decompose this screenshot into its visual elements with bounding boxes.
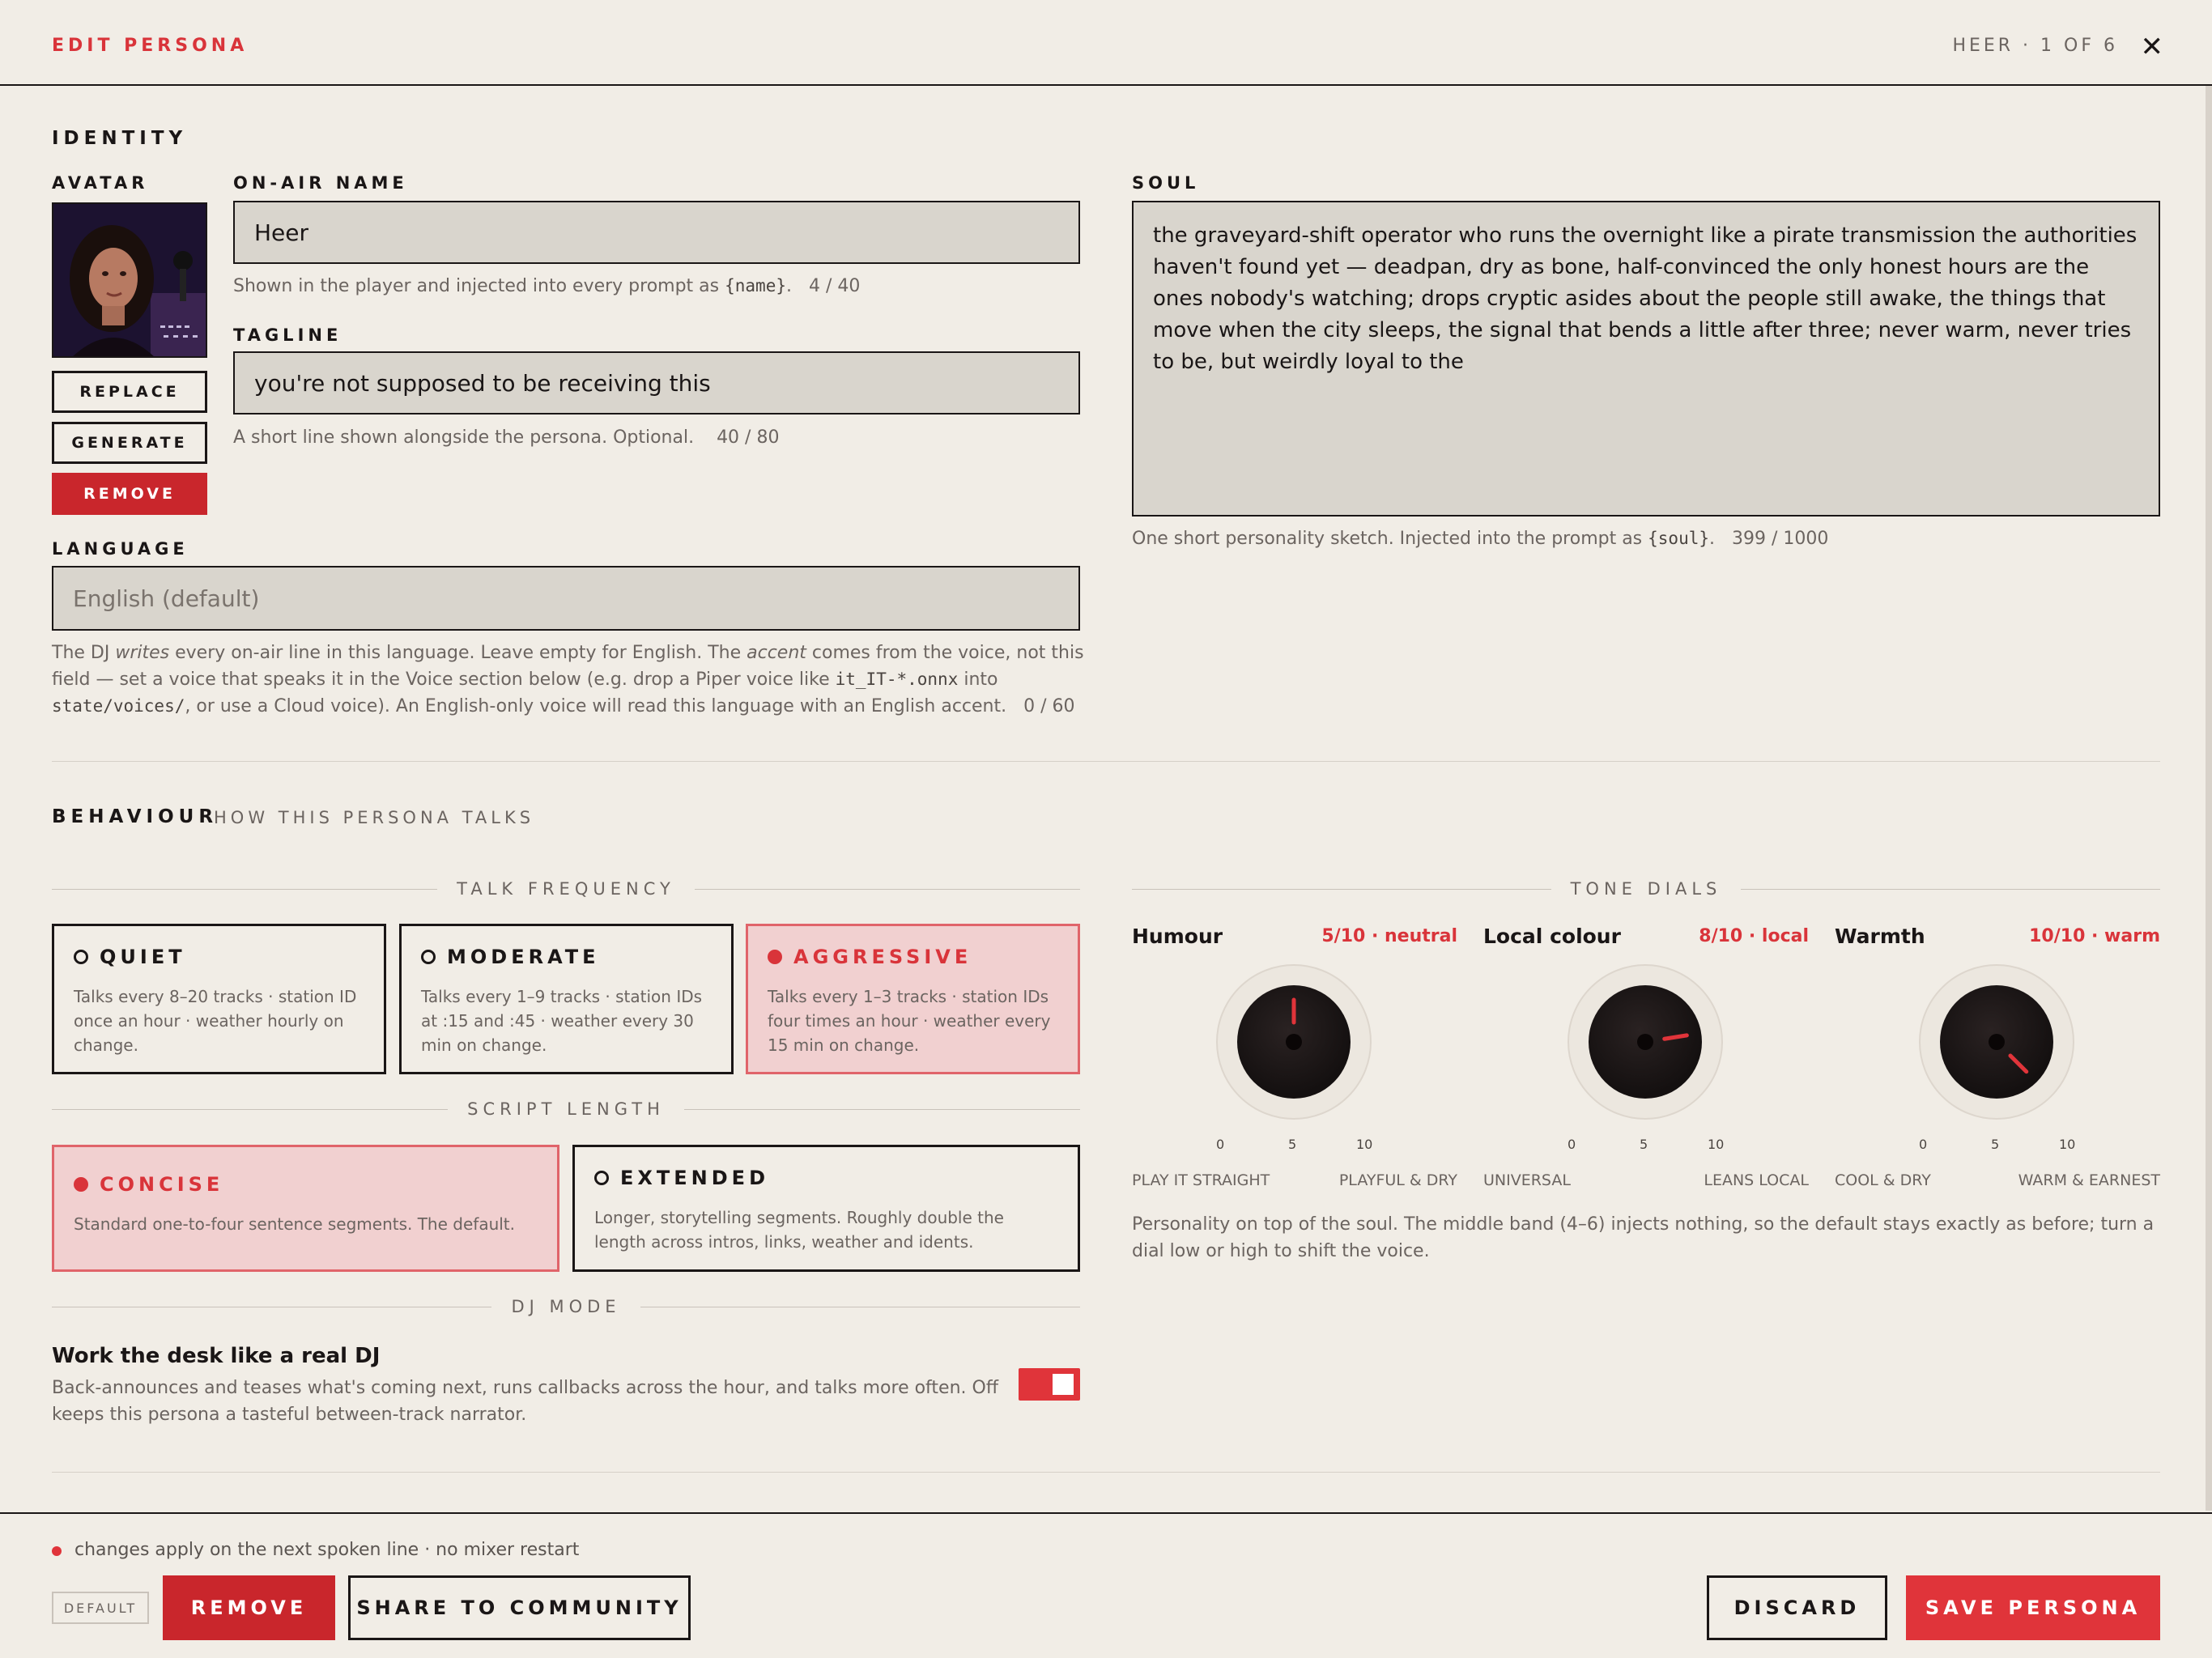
dial-humour-name: Humour (1132, 925, 1223, 948)
dial-warmth-high-label: WARM & EARNEST (2018, 1171, 2160, 1189)
dial-local-colour-name: Local colour (1483, 925, 1621, 948)
avatar-portrait-icon (53, 204, 207, 358)
avatar (52, 202, 207, 358)
dial-warmth-tick-0: 0 (1919, 1137, 1928, 1152)
language-hint: The DJ writes every on-air line in this language. Leave empty for English. The accent comes from the voice, not this field — set a voice that speaks it in the Voice section below (e.g. drop a Piper voice like it_IT-*.onnx into state/voices/, or use a Cloud voice). An English-only voice will read this language with an English accent. 0 / 60 (52, 643, 1084, 716)
soul-hint: One short personality sketch. Injected into the prompt as {soul}. 399 / 1000 (1132, 529, 1829, 549)
radio-selected-icon (768, 950, 782, 964)
share-to-community-button[interactable]: SHARE TO COMMUNITY (348, 1575, 691, 1640)
dj-mode-description: Back-announces and teases what's coming next, runs callbacks across the hour, and talks more often. Off keeps this persona a tasteful between-track narrator. (52, 1378, 998, 1425)
modal-footer (0, 1512, 2212, 1658)
persona-counter: HEER · 1 OF 6 (1952, 36, 2118, 56)
dial-humour-low-label: PLAY IT STRAIGHT (1132, 1171, 1270, 1189)
tagline-label: TAGLINE (233, 325, 342, 345)
dial-warmth-indicator-icon (1940, 985, 2053, 1099)
radio-selected-icon (74, 1177, 88, 1192)
dial-humour-tick-0: 0 (1216, 1137, 1225, 1152)
replace-avatar-button[interactable]: REPLACE (52, 371, 207, 413)
tagline-count: 40 / 80 (717, 427, 780, 448)
generate-avatar-button[interactable]: GENERATE (52, 422, 207, 464)
default-badge: DEFAULT (52, 1592, 149, 1624)
avatar-label: AVATAR (52, 173, 149, 193)
talk-option-aggressive[interactable]: AGGRESSIVE Talks every 1–3 tracks · station IDs four times an hour · weather every 15 min on change. (746, 924, 1080, 1074)
radio-icon (594, 1171, 609, 1185)
scrollbar[interactable] (2206, 86, 2212, 1511)
dj-mode-toggle[interactable] (1019, 1368, 1080, 1401)
language-input[interactable]: English (default) (52, 566, 1080, 631)
discard-button[interactable]: DISCARD (1707, 1575, 1887, 1640)
dial-local-colour-tick-5: 5 (1640, 1137, 1648, 1152)
soul-count: 399 / 1000 (1731, 529, 1829, 549)
script-option-concise[interactable]: CONCISE Standard one-to-four sentence segments. The default. (52, 1145, 559, 1272)
radio-icon (74, 950, 88, 964)
remove-avatar-button[interactable]: REMOVE (52, 473, 207, 515)
section-divider (52, 1472, 2160, 1473)
modal-header (0, 0, 2212, 86)
close-icon[interactable]: ✕ (2140, 31, 2163, 63)
dial-humour-tick-5: 5 (1288, 1137, 1297, 1152)
talk-option-quiet[interactable]: QUIET Talks every 8–20 tracks · station ID once an hour · weather hourly on change. (52, 924, 386, 1074)
script-length-heading: SCRIPT LENGTH (52, 1099, 1080, 1119)
dial-warmth-readout: 10/10 · warm (2029, 926, 2160, 946)
section-divider (52, 761, 2160, 762)
on-air-name-label: ON-AIR NAME (233, 173, 408, 193)
status-dot-icon (52, 1546, 62, 1556)
tagline-input[interactable]: you're not supposed to be receiving this (233, 351, 1080, 414)
identity-section-title: IDENTITY (52, 128, 188, 149)
dial-humour-indicator-icon (1237, 985, 1351, 1099)
modal-title: EDIT PERSONA (52, 36, 249, 56)
remove-persona-button[interactable]: REMOVE (163, 1575, 335, 1640)
status-text: changes apply on the next spoken line · no mixer restart (74, 1540, 580, 1560)
dj-mode-heading: DJ MODE (52, 1297, 1080, 1316)
dial-local-colour-tick-0: 0 (1568, 1137, 1576, 1152)
language-count: 0 / 60 (1023, 696, 1075, 716)
dial-warmth-name: Warmth (1835, 925, 1925, 948)
dial-local-colour-indicator-icon (1589, 985, 1702, 1099)
dial-local-colour-tick-10: 10 (1708, 1137, 1725, 1152)
language-label: LANGUAGE (52, 539, 189, 559)
tone-dials-heading: TONE DIALS (1132, 879, 2160, 899)
dial-warmth-tick-10: 10 (2059, 1137, 2076, 1152)
dial-warmth-knob[interactable] (1940, 985, 2053, 1099)
dial-warmth-low-label: COOL & DRY (1835, 1171, 1931, 1189)
dial-humour-tick-10: 10 (1356, 1137, 1373, 1152)
on-air-name-hint: Shown in the player and injected into every prompt as {name}. 4 / 40 (233, 276, 861, 296)
toggle-knob (1053, 1374, 1074, 1395)
save-persona-button[interactable]: SAVE PERSONA (1906, 1575, 2160, 1640)
on-air-name-count: 4 / 40 (808, 276, 861, 296)
dial-local-colour-readout: 8/10 · local (1699, 926, 1809, 946)
dial-local-colour-low-label: UNIVERSAL (1483, 1171, 1571, 1189)
dial-humour-knob[interactable] (1237, 985, 1351, 1099)
dial-warmth-tick-5: 5 (1991, 1137, 2000, 1152)
dial-humour-readout: 5/10 · neutral (1321, 926, 1457, 946)
dial-local-colour-high-label: LEANS LOCAL (1704, 1171, 1809, 1189)
soul-textarea[interactable]: the graveyard-shift operator who runs the overnight like a pirate transmission the authorities haven't found yet — deadpan, dry as bone, half-convinced the only honest hours are the ones nobody's watching; drops cryptic asides about the people still awake, the things that move when the city sleeps, the signal that bends a little after three; never warm, never tries to be, but weirdly loyal to the (1132, 201, 2160, 517)
dj-mode-title: Work the desk like a real DJ (52, 1344, 381, 1368)
dial-local-colour-knob[interactable] (1589, 985, 1702, 1099)
soul-label: SOUL (1132, 173, 1200, 193)
on-air-name-input[interactable]: Heer (233, 201, 1080, 264)
radio-icon (421, 950, 436, 964)
behaviour-section-subtitle: HOW THIS PERSONA TALKS (214, 808, 535, 827)
dial-humour-high-label: PLAYFUL & DRY (1338, 1171, 1457, 1189)
talk-option-moderate[interactable]: MODERATE Talks every 1–9 tracks · station IDs at :15 and :45 · weather every 30 min on change. (399, 924, 734, 1074)
behaviour-section-title: BEHAVIOUR (52, 806, 219, 827)
tagline-hint: A short line shown alongside the persona. Optional. 40 / 80 (233, 427, 780, 448)
talk-frequency-heading: TALK FREQUENCY (52, 879, 1080, 899)
tone-dials-hint: Personality on top of the soul. The middle band (4–6) injects nothing, so the default stays exactly as before; turn a dial low or high to shift the voice. (1132, 1214, 2155, 1261)
script-option-extended[interactable]: EXTENDED Longer, storytelling segments. Roughly double the length across intros, links, weather and idents. (572, 1145, 1080, 1272)
